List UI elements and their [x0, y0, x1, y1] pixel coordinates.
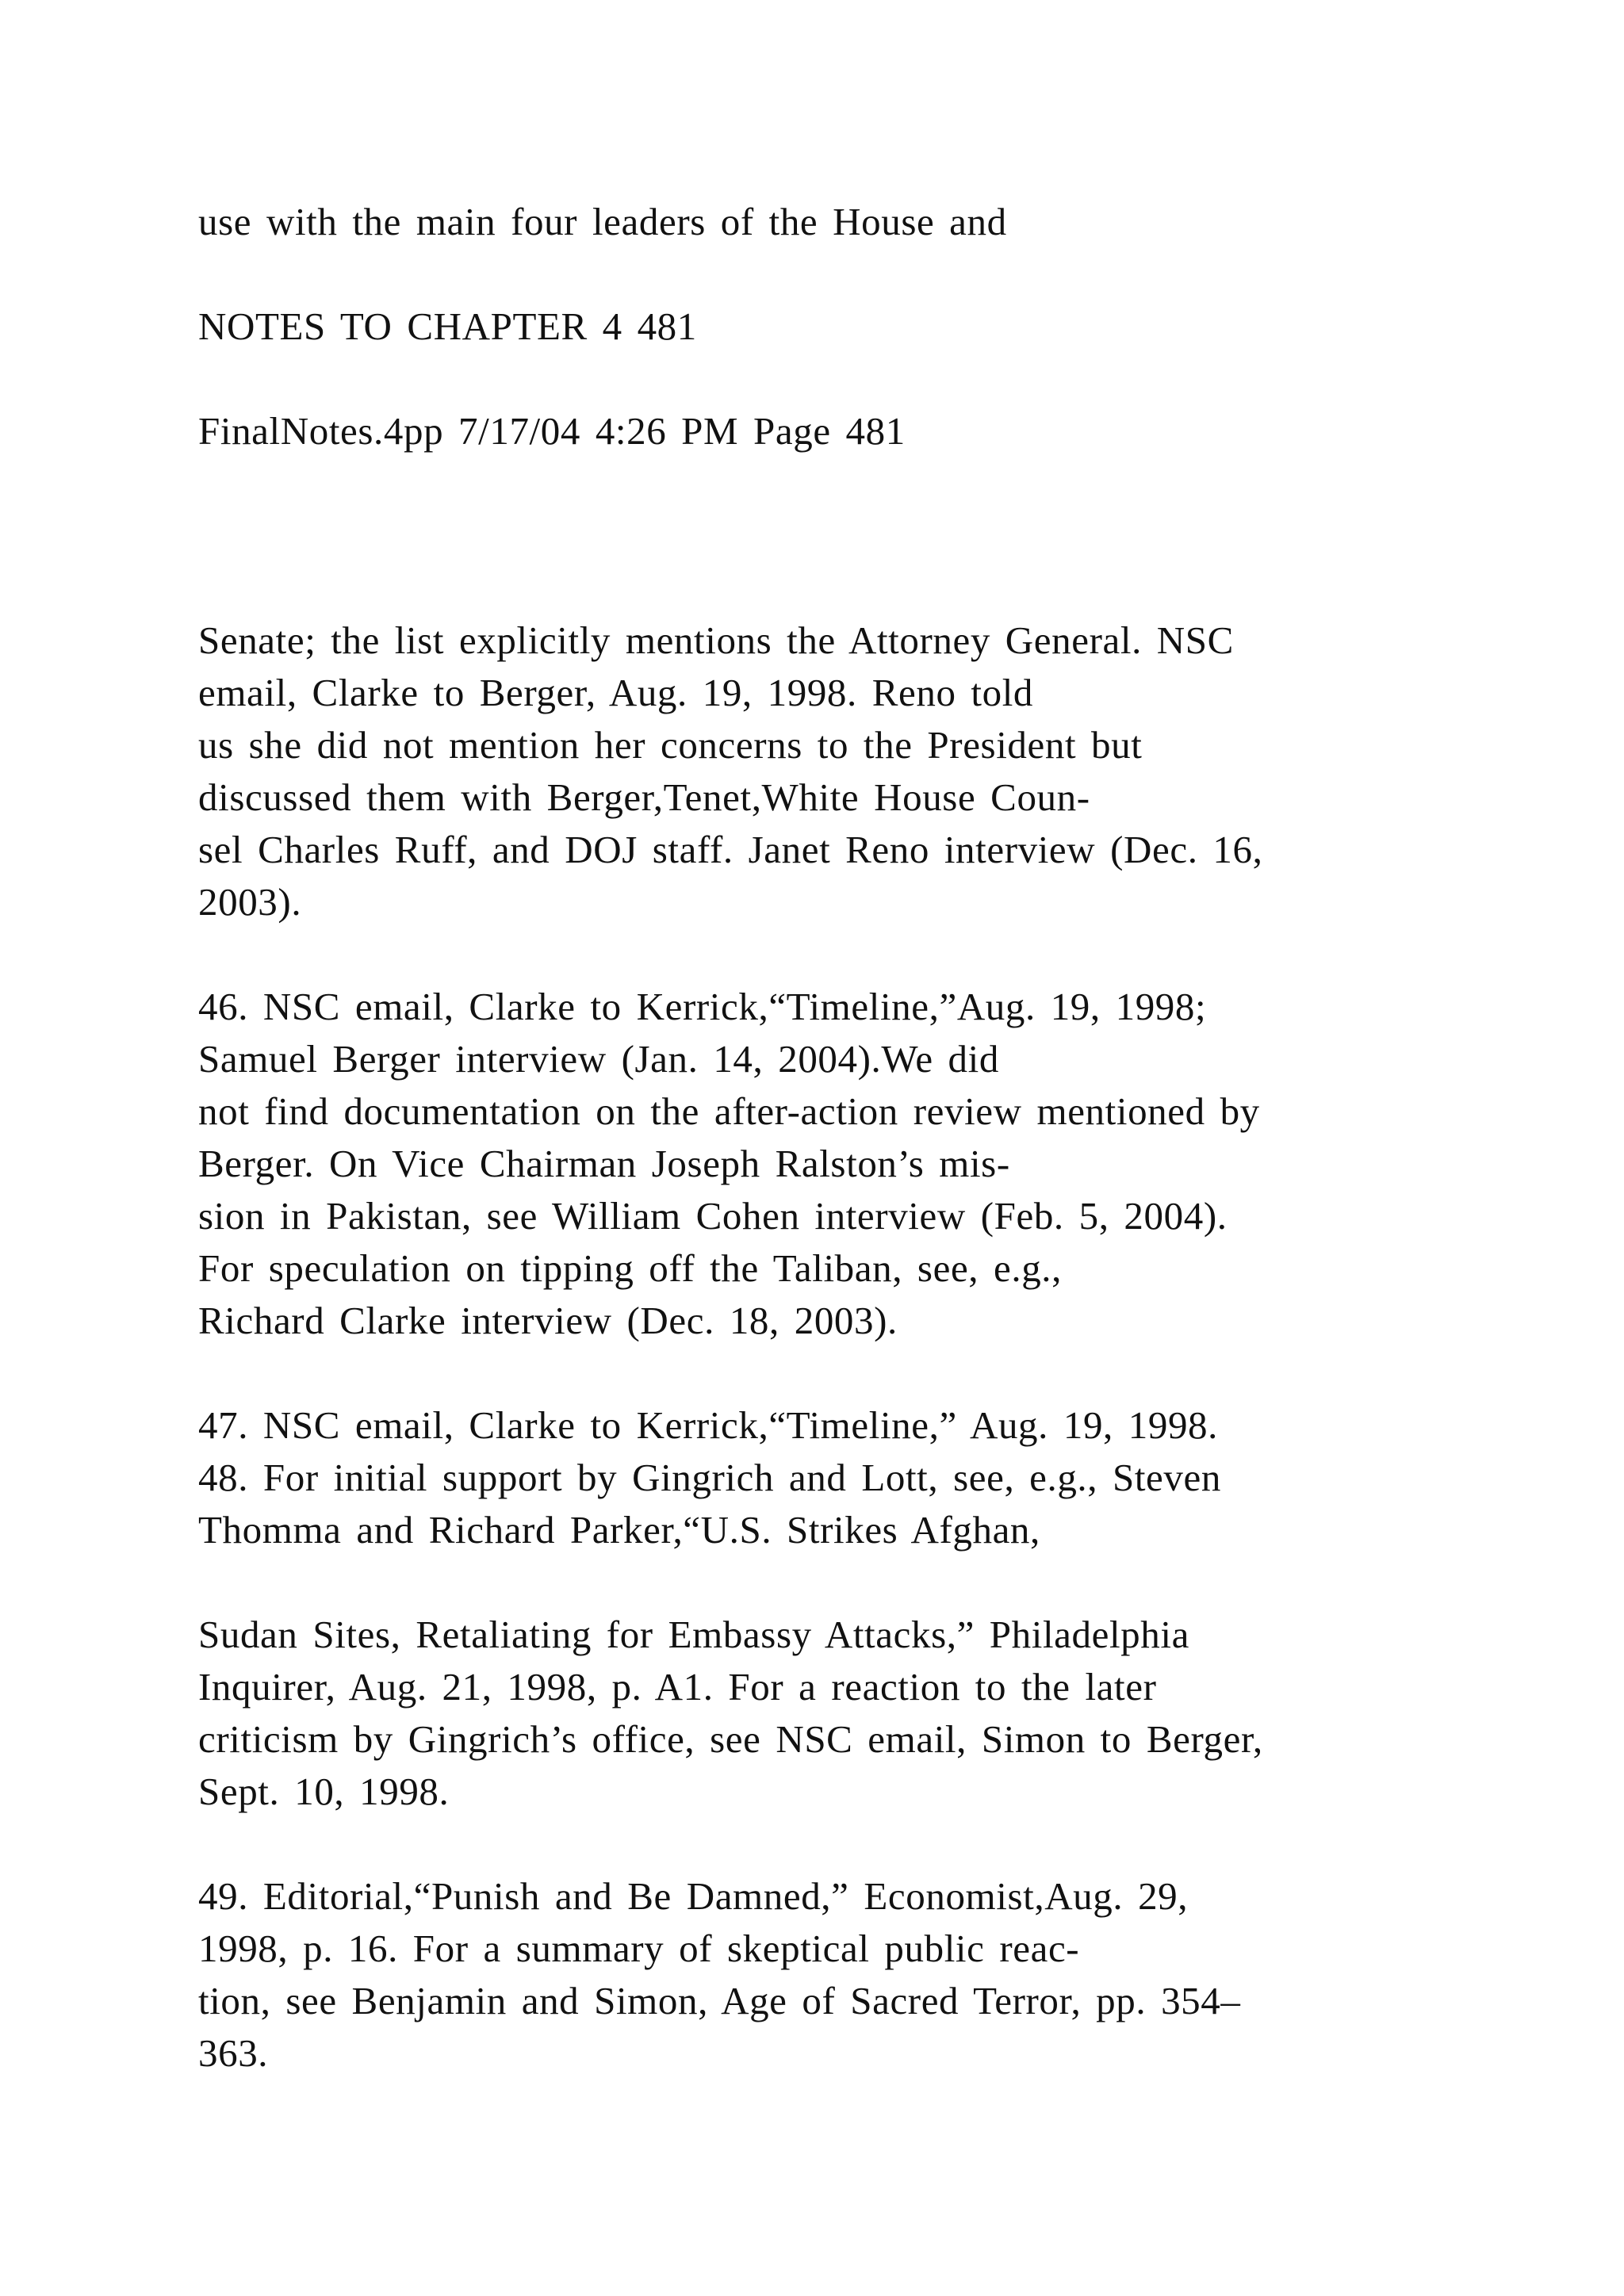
note-48-line: Sept. 10, 1998. [198, 1770, 450, 1813]
note-46-line: 46. NSC email, Clarke to Kerrick,“Timeline,”Aug. 19, 1998; [198, 985, 1207, 1028]
note-46-line: Samuel Berger interview (Jan. 14, 2004).We did [198, 1037, 999, 1081]
note-49-line: 363. [198, 2031, 269, 2075]
note-46-line: Richard Clarke interview (Dec. 18, 2003). [198, 1299, 898, 1342]
note-text-line: us she did not mention her concerns to the President but [198, 723, 1143, 767]
note-text-line: email, Clarke to Berger, Aug. 19, 1998. Reno told [198, 671, 1034, 714]
note-text-line: Senate; the list explicitly mentions the Attorney General. NSC [198, 618, 1234, 662]
note-48-line: Thomma and Richard Parker,“U.S. Strikes Afghan, [198, 1508, 1040, 1552]
note-48-line: 48. For initial support by Gingrich and Lott, see, e.g., Steven [198, 1456, 1221, 1499]
note-46-line: Berger. On Vice Chairman Joseph Ralston’s mis- [198, 1142, 1010, 1185]
note-46-line: not find documentation on the after-action review mentioned by [198, 1089, 1260, 1133]
note-48-line: criticism by Gingrich’s office, see NSC email, Simon to Berger, [198, 1717, 1263, 1761]
note-49-line: 49. Editorial,“Punish and Be Damned,” Economist,Aug. 29, [198, 1874, 1189, 1918]
note-47-line: 47. NSC email, Clarke to Kerrick,“Timeline,” Aug. 19, 1998. [198, 1403, 1219, 1447]
note-48-line: Sudan Sites, Retaliating for Embassy Attacks,” Philadelphia [198, 1613, 1189, 1656]
note-46-line: For speculation on tipping off the Taliban, see, e.g., [198, 1246, 1062, 1290]
note-text-line: sel Charles Ruff, and DOJ staff. Janet Reno interview (Dec. 16, [198, 828, 1263, 871]
note-text-line: 2003). [198, 880, 302, 924]
note-49-line: 1998, p. 16. For a summary of skeptical public reac- [198, 1927, 1080, 1970]
file-info-line: FinalNotes.4pp 7/17/04 4:26 PM Page 481 [198, 409, 906, 453]
note-46-line: sion in Pakistan, see William Cohen interview (Feb. 5, 2004). [198, 1194, 1228, 1238]
chapter-heading: NOTES TO CHAPTER 4 481 [198, 304, 697, 348]
note-48-line: Inquirer, Aug. 21, 1998, p. A1. For a reaction to the later [198, 1665, 1157, 1709]
header-line-1: use with the main four leaders of the House and [198, 200, 1007, 243]
note-49-line: tion, see Benjamin and Simon, Age of Sacred Terror, pp. 354– [198, 1979, 1241, 2022]
note-text-line: discussed them with Berger,Tenet,White House Coun- [198, 775, 1090, 819]
